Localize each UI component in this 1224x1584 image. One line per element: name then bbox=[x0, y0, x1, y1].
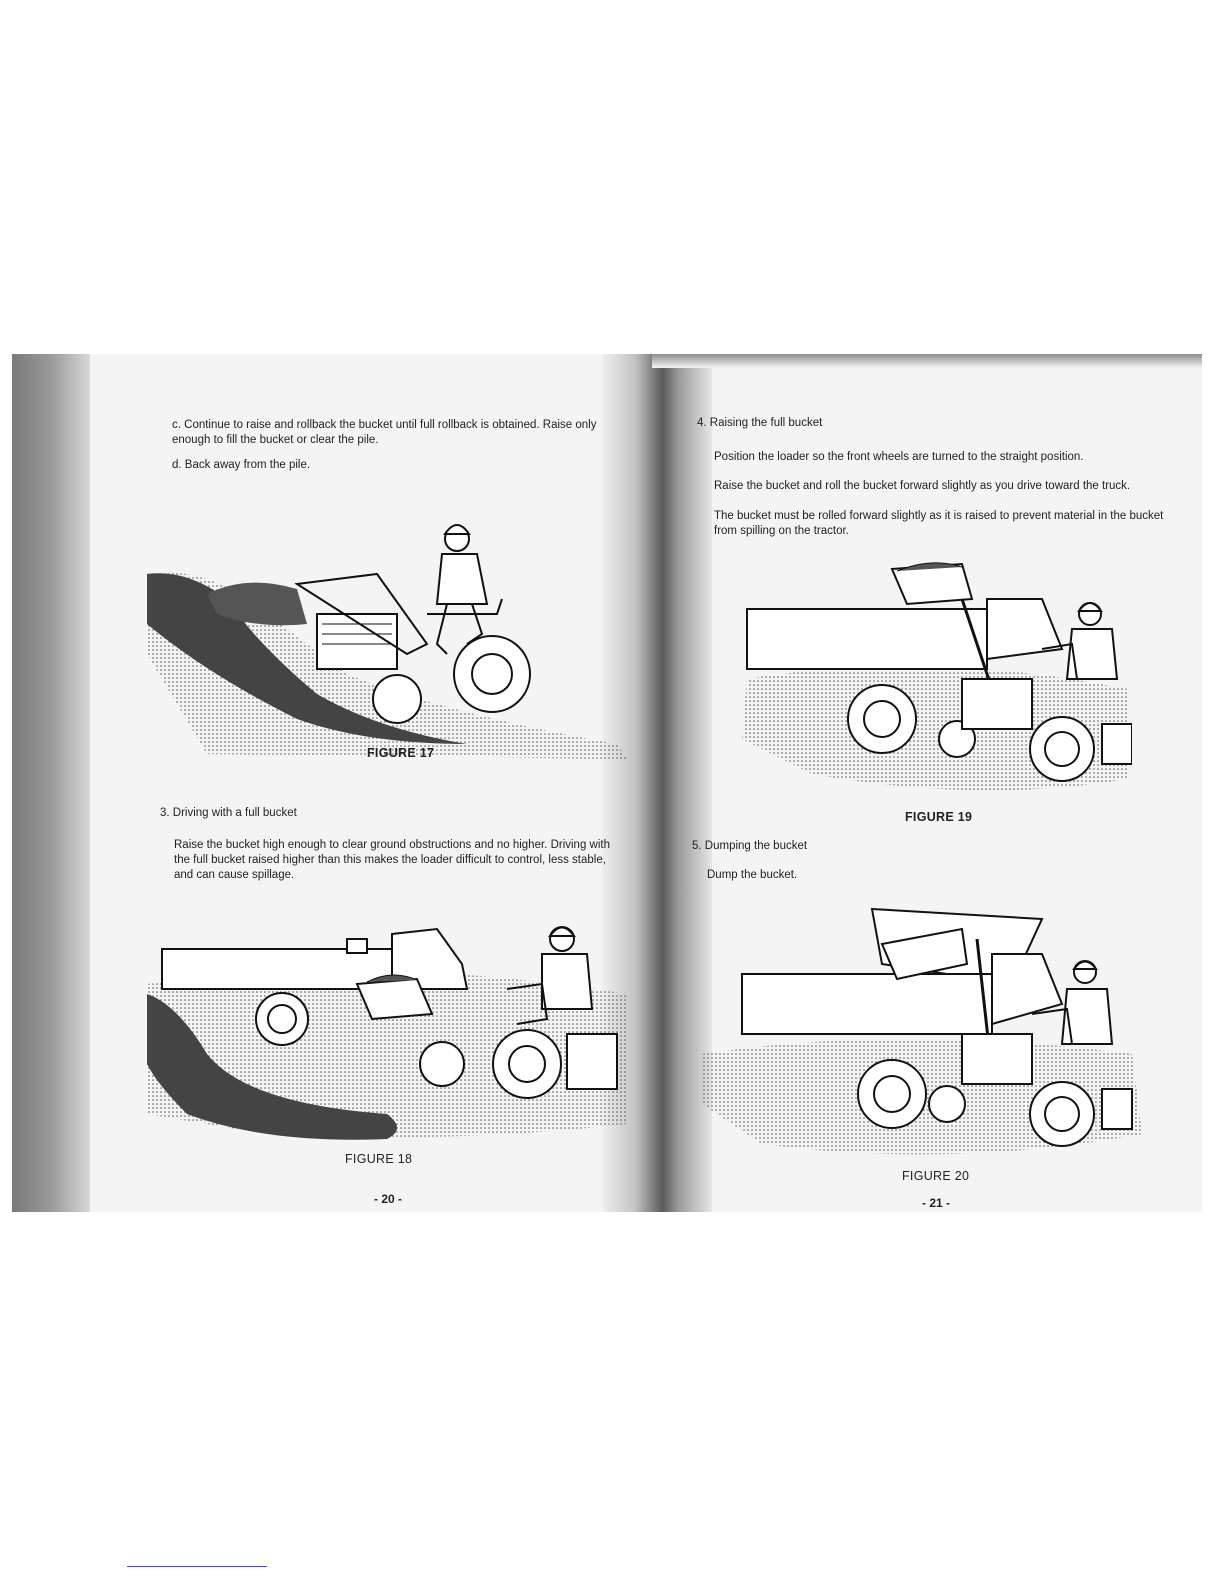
figure-18-caption: FIGURE 18 bbox=[345, 1152, 413, 1166]
right-page bbox=[692, 354, 1192, 1212]
figure-20-caption: FIGURE 20 bbox=[902, 1169, 970, 1183]
figure-19-illustration bbox=[732, 559, 1132, 804]
section-5-body: Dump the bucket. bbox=[707, 869, 798, 881]
figure-17-caption: FIGURE 17 bbox=[367, 746, 435, 760]
section-4-paragraph-2: Raise the bucket and roll the bucket forward slightly as you drive toward the truck. bbox=[714, 480, 1131, 492]
section-5-heading: 5. Dumping the bucket bbox=[692, 840, 808, 852]
book-edge-shadow bbox=[12, 354, 90, 1212]
left-page bbox=[142, 354, 632, 1212]
section-4-paragraph-3: The bucket must be rolled forward slightly as it is raised to prevent material in the bucket from spilling on the tractor. bbox=[714, 510, 1164, 537]
section-3-heading: 3. Driving with a full bucket bbox=[160, 807, 297, 819]
footer-link-underline bbox=[127, 1566, 267, 1567]
figure-17-illustration bbox=[147, 504, 627, 759]
figure-20-illustration bbox=[702, 904, 1142, 1164]
section-4-heading: 4. Raising the full bucket bbox=[697, 417, 823, 429]
page-number-21: - 21 - bbox=[922, 1196, 951, 1210]
step-d-text: d. Back away from the pile. bbox=[172, 459, 311, 471]
figure-18-illustration bbox=[147, 914, 627, 1149]
section-3-body: Raise the bucket high enough to clear ground obstructions and no higher. Driving with the full bucket raised higher than this makes the loader difficult to control, less stable, and can cause spillage. bbox=[174, 839, 610, 881]
step-c-text: c. Continue to raise and rollback the bucket until full rollback is obtained. Raise only enough to fill the bucket or clear the pile. bbox=[172, 419, 597, 446]
scanned-spread bbox=[12, 354, 1202, 1212]
page-number-20: - 20 - bbox=[374, 1192, 403, 1206]
figure-19-caption: FIGURE 19 bbox=[905, 810, 973, 824]
section-4-paragraph-1: Position the loader so the front wheels are turned to the straight position. bbox=[714, 451, 1084, 463]
